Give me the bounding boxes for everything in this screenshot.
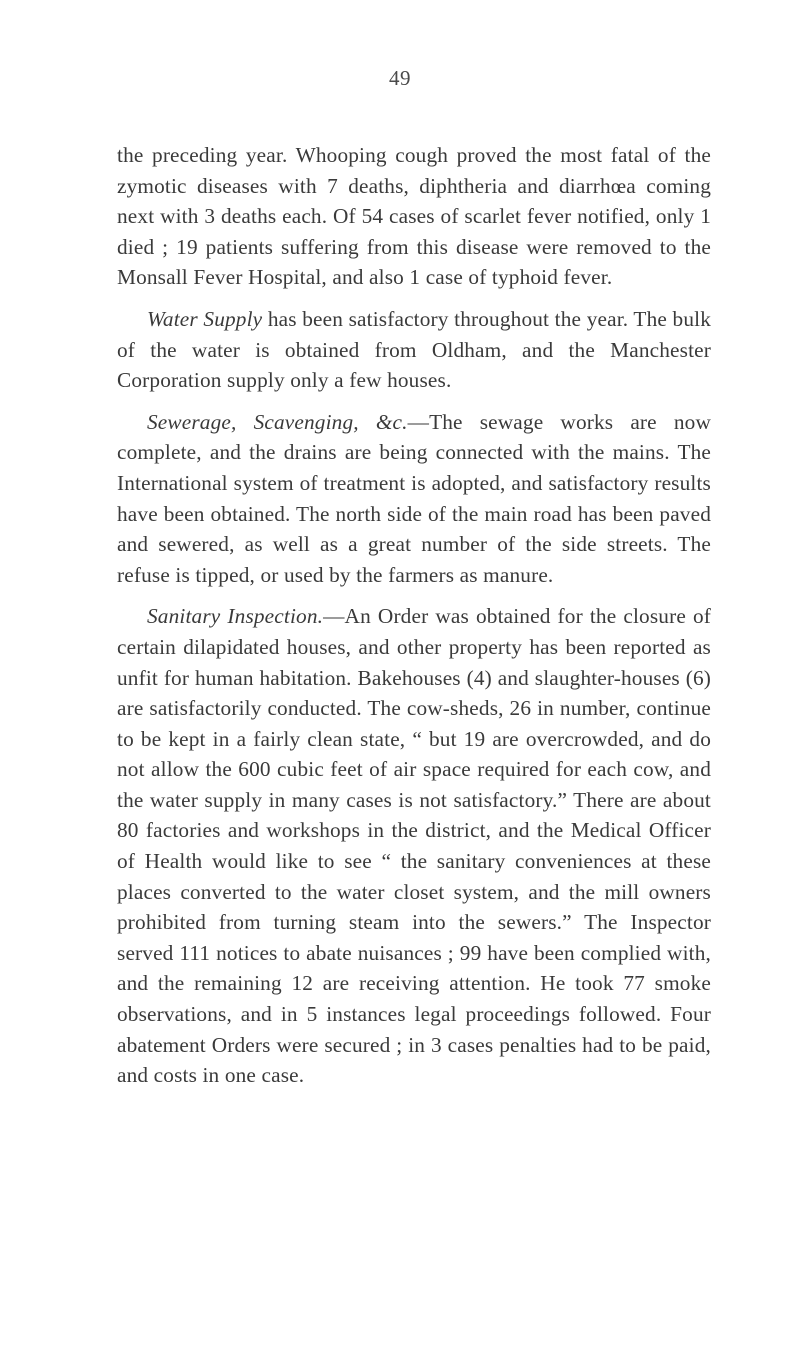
paragraph-text: —An Order was obtained for the closure of certain dilapidated houses, and other property has been reported as unfit for human habitation. Bakehouses (4) and slaughter-houses (6) are satisfactorily conducted. The cow-sheds, 26 in number, continue to be kept in a fairly clean state, “ but 19 are overcrowded, and do not allow the 600 cubic feet of air space required for each cow, and the water supply in many cases is not satisfactory.” There are about 80 factories and workshops in the district, and the Medical Officer of Health would like to see “ the sanitary conveniences at these places converted to the water closet system, and the mill owners prohibited from turning steam into the sewers.” The Inspector served 111 notices to abate nuisances ; 99 have been complied with, and the remaining 12 are receiving attention. He took 77 smoke observations, and in 5 instances legal proceedings followed. Four abatement Orders were secured ; in 3 cases penalties had to be paid, and costs in one case. xyxy=(117,604,711,1088)
section-heading-sewerage: Sewerage, Scavenging, &c. xyxy=(147,409,408,434)
section-heading-sanitary-inspection: Sanitary Inspection. xyxy=(147,604,324,629)
paragraph-text: has been satisfactory throughout the year. The bulk of the water is obtained from Oldham, and the Manchester Corporation supply only a few houses. xyxy=(117,306,712,393)
paragraph-zymotic-diseases xyxy=(117,140,711,293)
paragraph-sanitary-inspection xyxy=(117,601,711,1091)
page-number: 49 xyxy=(389,66,411,90)
paragraph-water-supply xyxy=(117,304,711,396)
body-text xyxy=(117,140,711,1091)
paragraph-text: the preceding year. Whooping cough proved the most fatal of the zymotic diseases with 7 deaths, diphtheria and diarrhœa coming next with 3 deaths each. Of 54 cases of scarlet fever notified, only 1 died ; 19 patients suffering from this disease were removed to the Monsall Fever Hospital, and also 1 case of typhoid fever. xyxy=(117,143,711,290)
paragraph-sewerage xyxy=(117,407,711,591)
paragraph-text: —The sewage works are now complete, and the drains are being connected with the mains. The International system of treatment is adopted, and satisfactory results have been obtained. The north side of the main road has been paved and sewered, as well as a great number of the side streets. The refuse is tipped, or used by the farmers as manure. xyxy=(117,409,712,587)
section-heading-water-supply: Water Supply xyxy=(147,306,263,331)
